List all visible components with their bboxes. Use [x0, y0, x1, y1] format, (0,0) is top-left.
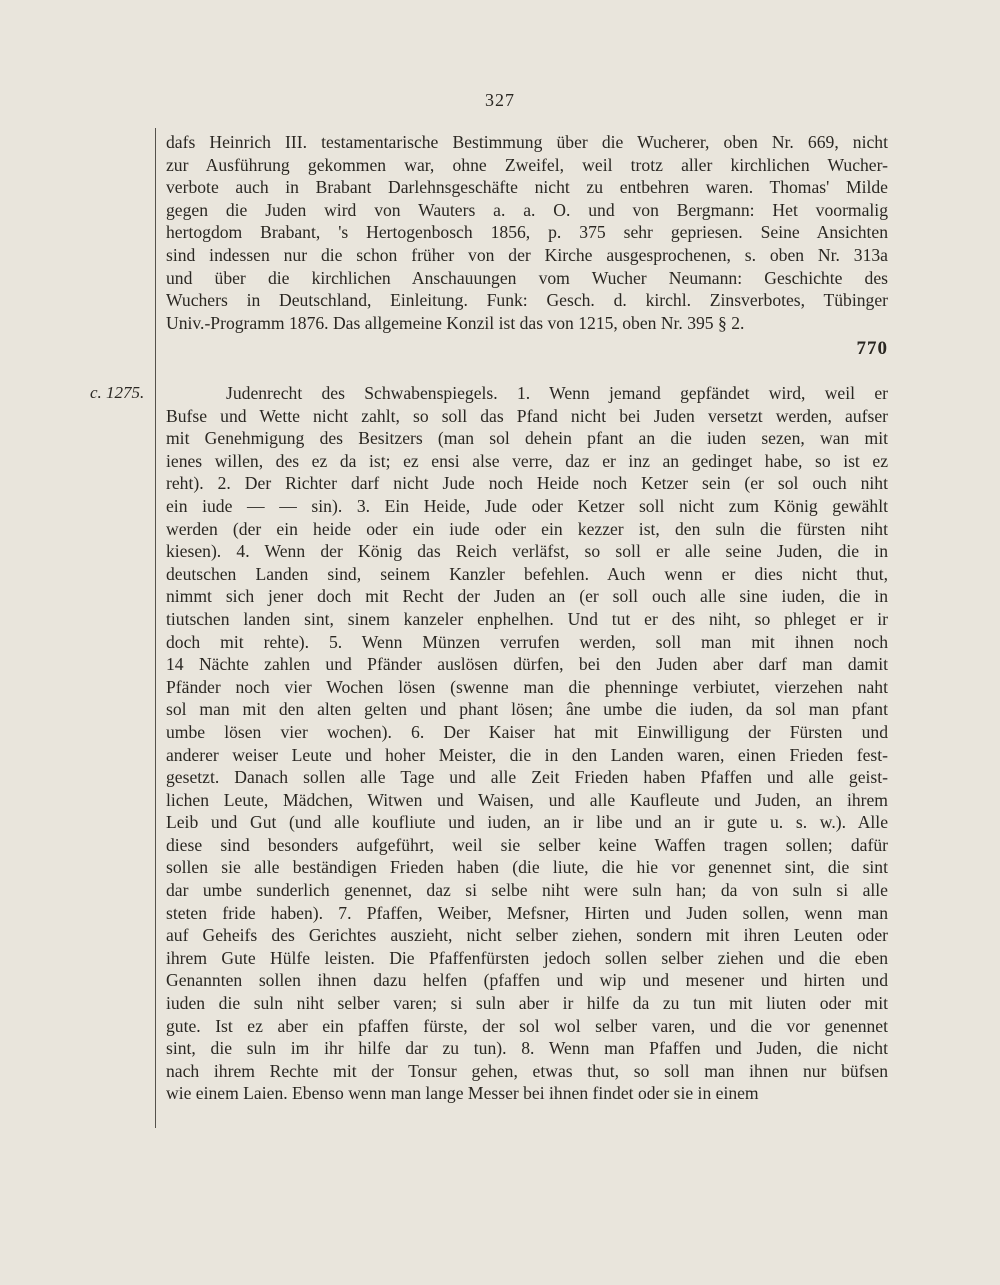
text-line: nach ihrem Rechte mit der Tonsur gehen, etwas thut, so soll man ihnen nur büfsen — [166, 1060, 888, 1081]
text-line: doch mit rehte). 5. Wenn Münzen verrufen werden, soll man mit ihnen noch — [166, 631, 888, 652]
text-line: Leib und Gut (und alle koufliute und iuden, an ir libe und an ir gute u. s. w.). Alle — [166, 812, 888, 833]
text-line: zur Ausführung gekommen war, ohne Zweifel, weil trotz aller kirchlichen Wucher- — [166, 154, 888, 175]
margin-rule — [155, 128, 156, 1128]
text-line: Bufse und Wette nicht zahlt, so soll das Pfand nicht bei Juden versetzt werden, aufser — [166, 405, 888, 426]
text-line: wie einem Laien. Ebenso wenn man lange Messer bei ihnen findet oder sie in einem — [166, 1083, 759, 1104]
text-line: gegen die Juden wird von Wauters a. a. O. und von Bergmann: Het voormalig — [166, 199, 888, 220]
text-line: gute. Ist ez aber ein pfaffen fürste, der sol wol selber varen, und die vor genennet — [166, 1015, 888, 1036]
text-line: deutschen Landen sind, seinem Kanzler befehlen. Auch wenn er dies nicht thut, — [166, 563, 888, 584]
text-line: sind indessen nur die schon früher von der Kirche ausgesprochenen, s. oben Nr. 313a — [166, 244, 888, 265]
text-line: ihrem Gute Hülfe leisten. Die Pfaffenfürsten jedoch sollen selber ziehen und die eben — [166, 947, 888, 968]
entry-text — [166, 382, 888, 1105]
text-line: steten fride haben). 7. Pfaffen, Weiber, Mefsner, Hirten und Juden sollen, wenn man — [166, 902, 888, 923]
text-line: sol man mit den alten gelten und phant lösen; âne umbe die iuden, da sol man pfant — [166, 699, 888, 720]
text-line: sint, die suln im ihr hilfe dar zu tun). 8. Wenn man Pfaffen und Juden, die nicht — [166, 1038, 888, 1059]
text-line: dafs Heinrich III. testamentarische Bestimmung über die Wucherer, oben Nr. 669, nicht — [166, 132, 888, 152]
text-line: tiutschen landen sint, sinem kanzeler enphelhen. Und tut er des niht, so phleget er ir — [166, 608, 888, 629]
text-line: mit Genehmigung des Besitzers (man sol dehein pfant an die iuden sezen, wan mit — [166, 428, 888, 449]
text-line: lichen Leute, Mädchen, Witwen und Waisen, und alle Kaufleute und Juden, an ihrem — [166, 789, 888, 810]
previous-entry-commentary — [166, 131, 888, 334]
text-line: verbote auch in Brabant Darlehnsgeschäfte nicht zu entbehren waren. Thomas' Milde — [166, 177, 888, 198]
text-line: dar umbe sunderlich genennet, daz si selbe niht were suln han; da von suln si alle — [166, 880, 888, 901]
text-line: ienes willen, des ez da ist; ez ensi alse verre, daz er inz an gedinget habe, so ist ez — [166, 450, 888, 471]
text-line: hertogdom Brabant, 's Hertogenbosch 1856, p. 375 sehr gepriesen. Seine Ansichten — [166, 222, 888, 243]
text-line: Pfänder noch vier Wochen lösen (swenne man die phenninge verbiutet, vierzehen naht — [166, 676, 888, 697]
entry-date: c. 1275. — [90, 383, 145, 402]
text-line: kiesen). 4. Wenn der König das Reich verläfst, so soll er alle seine Juden, die in — [166, 541, 888, 562]
text-line: umbe lösen vier wochen). 6. Der Kaiser hat mit Einwilligung der Fürsten und — [166, 721, 888, 742]
text-line: ein iude — — sin). 3. Ein Heide, Jude oder Ketzer soll nicht zum König gewählt — [166, 495, 888, 516]
text-line: anderer weiser Leute und hoher Meister, die in den Landen waren, einen Frieden fest- — [166, 744, 888, 765]
text-line: Univ.-Programm 1876. Das allgemeine Konzil ist das von 1215, oben Nr. 395 § 2. — [166, 312, 745, 333]
text-line: reht). 2. Der Richter darf nicht Jude noch Heide noch Ketzer sein (er sol ouch niht — [166, 473, 888, 494]
text-line: Wuchers in Deutschland, Einleitung. Funk: Gesch. d. kirchl. Zinsverbotes, Tübinger — [166, 290, 888, 311]
text-line: Genannten sollen ihnen dazu helfen (pfaffen und wip und mesener und hirten und — [166, 970, 888, 991]
text-line: und über die kirchlichen Anschauungen vom Wucher Neumann: Geschichte des — [166, 267, 888, 288]
text-line: gesetzt. Danach sollen alle Tage und alle Zeit Frieden haben Pfaffen und alle geist- — [166, 767, 888, 788]
text-line: 14 Nächte zahlen und Pfänder auslösen dürfen, bei den Juden aber darf man damit — [166, 654, 888, 675]
page-number: 327 — [485, 90, 515, 110]
document-number: 770 — [856, 338, 888, 359]
text-line: sollen sie alle beständigen Frieden haben (die liute, die hie vor genennet sint, die sint — [166, 857, 888, 878]
text-line: Judenrecht des Schwabenspiegels. 1. Wenn jemand gepfändet wird, weil er — [226, 383, 888, 403]
text-line: diese sind besonders aufgeführt, weil sie selber keine Waffen tragen sollen; dafür — [166, 834, 888, 855]
text-line: werden (der ein heide oder ein iude oder ein kezzer ist, den suln die fürsten niht — [166, 518, 888, 539]
text-line: iuden die suln niht selber varen; si suln aber ir hilfe da zu tun mit liuten oder mit — [166, 993, 888, 1014]
text-line: auf Geheifs des Gerichtes auszieht, nicht selber ziehen, sondern mit ihren Leuten oder — [166, 925, 888, 946]
text-line: nimmt sich jener doch mit Recht der Juden an (er soll ouch alle sine iuden, die in — [166, 586, 888, 607]
